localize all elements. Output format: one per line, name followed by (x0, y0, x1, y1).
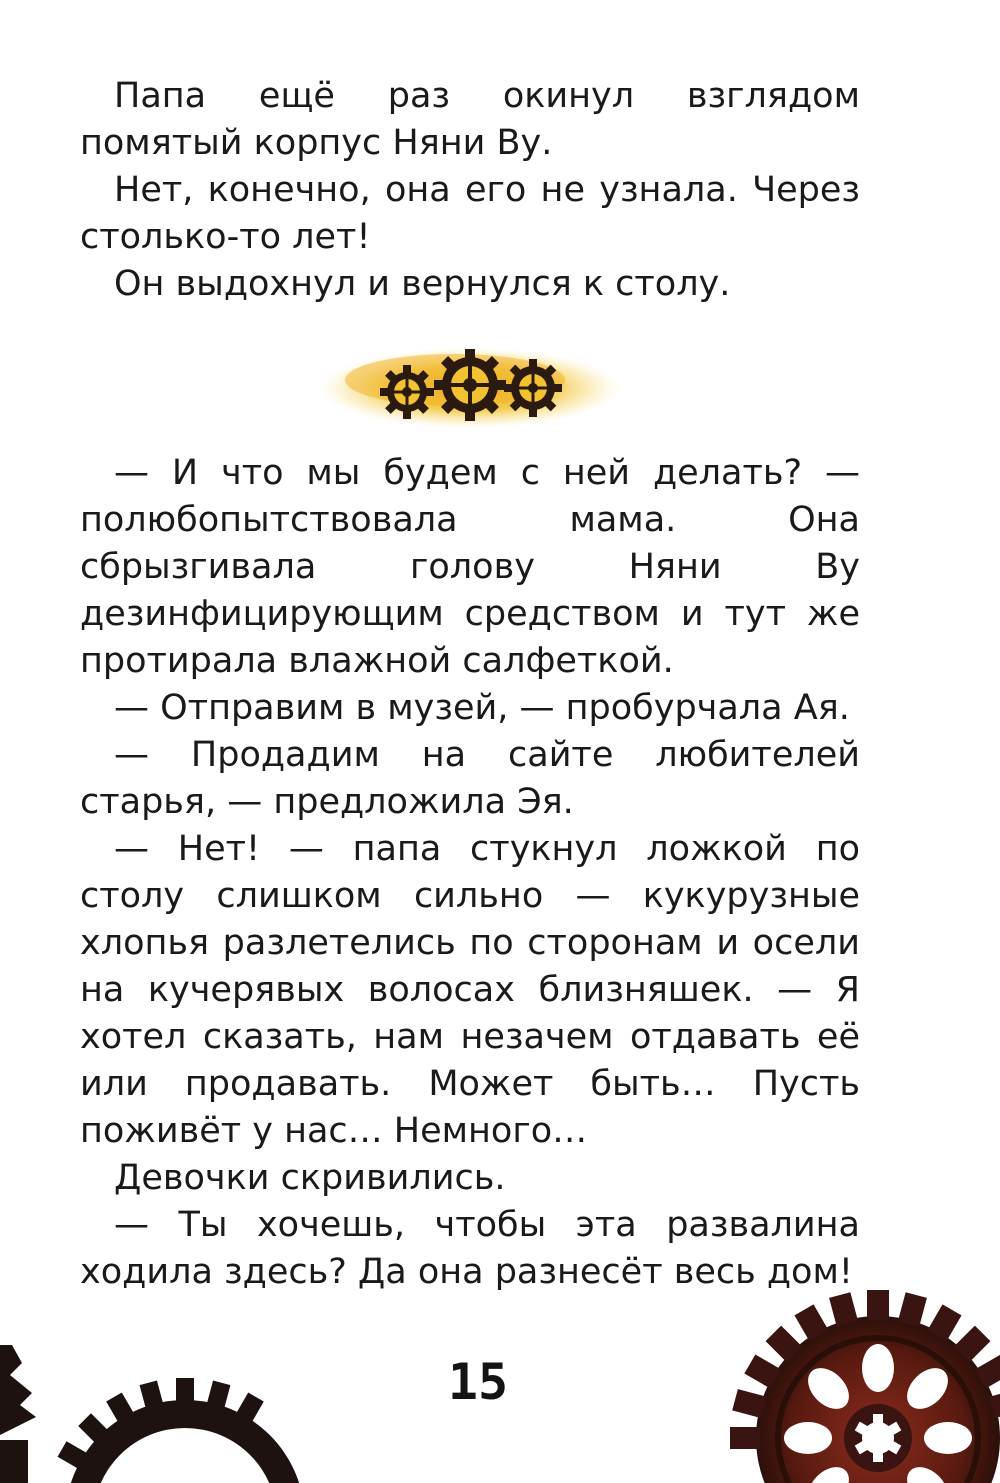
paragraph: Он выдохнул и вернулся к столу. (114, 264, 731, 304)
paragraph: — Отправим в музей, — пробурчала Ая. (114, 688, 850, 728)
text-block-bottom (80, 450, 860, 1296)
paragraph: — Продадим на сайте любителей старья, — предложила Эя. (80, 735, 860, 822)
gear-fragment-icon (0, 1345, 300, 1483)
paragraph: — Нет! — папа стукнул ложкой по столу слишком сильно — кукурузные хлопья разлетелись по сторонам и осели на кучерявых волосах близняшек. — Я хотел сказать, нам незачем отдавать её или продавать. Может быть… Пусть поживёт у нас… Немного… (80, 829, 860, 1151)
paragraph: — И что мы будем с ней делать? — полюбопытствовала мама. Она сбрызгивала голову Няни Ву дезинфицирующим средством и тут же протирала влажной салфеткой. (80, 453, 860, 681)
paragraph: Папа ещё раз окинул взглядом помятый корпус Няни Ву. (80, 76, 860, 163)
paragraph: Нет, конечно, она его не узнала. Через столько-то лет! (80, 170, 860, 257)
three-gears-ornament-icon (315, 330, 625, 440)
paragraph: — Ты хочешь, чтобы эта развалина ходила здесь? Да она разнесёт весь дом! (80, 1205, 860, 1292)
text-block-top (80, 73, 860, 308)
large-gear-icon (718, 1288, 1000, 1483)
paragraph: Девочки скривились. (114, 1158, 506, 1198)
page-number: 15 (447, 1353, 509, 1411)
